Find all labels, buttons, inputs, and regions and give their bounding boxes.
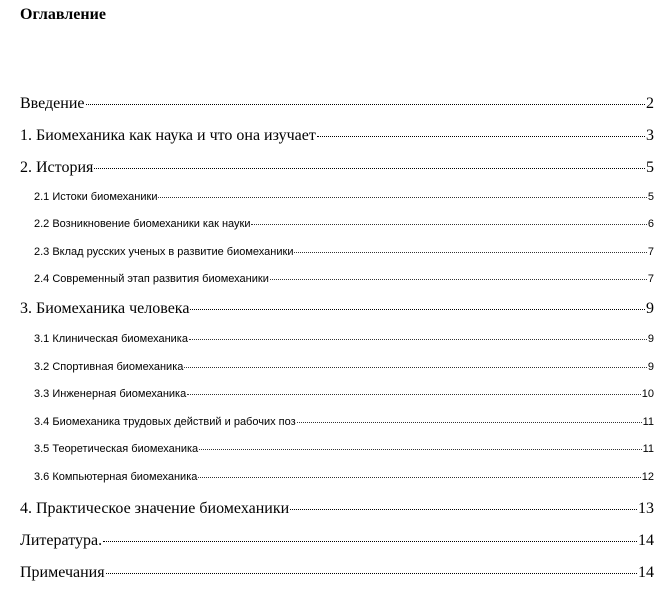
toc-page-number: 5 bbox=[646, 159, 654, 176]
toc-entry-title: 3.4 Биомеханика трудовых действий и рабочих поз bbox=[34, 416, 296, 428]
toc-entry-title: 2.2 Возникновение биомеханики как науки bbox=[34, 218, 251, 230]
toc-entry-title: 3.5 Теоретическая биомеханика bbox=[34, 443, 199, 455]
toc-subentry[interactable] bbox=[34, 359, 654, 375]
toc-subentry[interactable] bbox=[34, 216, 654, 232]
toc-entry-title: 2.1 Истоки биомеханики bbox=[34, 191, 158, 203]
toc-page-number: 14 bbox=[638, 564, 654, 581]
toc-page-number: 9 bbox=[647, 333, 654, 345]
toc-dot-leader bbox=[317, 136, 645, 137]
toc-entry[interactable] bbox=[20, 299, 654, 319]
toc-page-number: 9 bbox=[647, 361, 654, 373]
toc-page-number: 11 bbox=[642, 443, 654, 455]
toc-page-number: 5 bbox=[647, 191, 654, 203]
toc-subentry[interactable] bbox=[34, 189, 654, 205]
toc-dot-leader bbox=[294, 252, 646, 253]
toc-entry-title: Введение bbox=[20, 95, 85, 112]
toc-dot-leader bbox=[158, 197, 646, 198]
page-title: Оглавление bbox=[20, 6, 106, 23]
toc-entry-title: 1. Биомеханика как наука и что она изучает bbox=[20, 127, 316, 144]
toc-page-number: 12 bbox=[641, 471, 654, 483]
toc-page-number: 7 bbox=[647, 246, 654, 258]
toc-dot-leader bbox=[106, 573, 637, 574]
toc-entry[interactable] bbox=[20, 158, 654, 178]
toc-entry-title: 3.1 Клиническая биомеханика bbox=[34, 333, 188, 345]
toc-entry[interactable] bbox=[20, 499, 654, 519]
toc-dot-leader bbox=[198, 477, 640, 478]
toc-entry[interactable] bbox=[20, 531, 654, 551]
toc-dot-leader bbox=[184, 367, 647, 368]
toc-dot-leader bbox=[189, 339, 647, 340]
toc-entry[interactable] bbox=[20, 126, 654, 146]
toc-dot-leader bbox=[103, 541, 637, 542]
toc-subentry[interactable] bbox=[34, 386, 654, 402]
toc-entry-title: Примечания bbox=[20, 564, 105, 581]
toc-dot-leader bbox=[187, 394, 641, 395]
toc-subentry[interactable] bbox=[34, 271, 654, 287]
toc-page-number: 7 bbox=[647, 273, 654, 285]
toc-dot-leader bbox=[270, 279, 647, 280]
toc-page-number: 10 bbox=[641, 388, 654, 400]
toc-entry-title: 3.2 Спортивная биомеханика bbox=[34, 361, 184, 373]
toc-entry-title: 3.3 Инженерная биомеханика bbox=[34, 388, 187, 400]
toc-entry-title: 2.3 Вклад русских ученых в развитие биомеханики bbox=[34, 246, 294, 258]
toc-dot-leader bbox=[94, 168, 645, 169]
toc-dot-leader bbox=[190, 309, 645, 310]
toc-page-number: 9 bbox=[646, 300, 654, 317]
toc-dot-leader bbox=[199, 449, 641, 450]
toc-entry-title: 4. Практическое значение биомеханики bbox=[20, 500, 290, 517]
toc-subentry[interactable] bbox=[34, 469, 654, 485]
toc-dot-leader bbox=[290, 509, 637, 510]
toc-entry[interactable] bbox=[20, 563, 654, 583]
toc-entry-title: 3. Биомеханика человека bbox=[20, 300, 190, 317]
toc-page-number: 13 bbox=[638, 500, 654, 517]
toc-subentry[interactable] bbox=[34, 244, 654, 260]
toc-entry-title: 2.4 Современный этап развития биомеханики bbox=[34, 273, 269, 285]
toc-dot-leader bbox=[297, 422, 642, 423]
toc-page-number: 3 bbox=[646, 127, 654, 144]
toc-subentry[interactable] bbox=[34, 441, 654, 457]
toc-entry-title: 2. История bbox=[20, 159, 94, 176]
toc-entry-title: 3.6 Компьютерная биомеханика bbox=[34, 471, 198, 483]
toc-page-number: 2 bbox=[646, 95, 654, 112]
toc-page-number: 14 bbox=[638, 532, 654, 549]
toc-page-number: 11 bbox=[642, 416, 654, 428]
toc-entry-title: Литература. bbox=[20, 532, 103, 549]
toc-subentry[interactable] bbox=[34, 331, 654, 347]
toc-page-number: 6 bbox=[647, 218, 654, 230]
toc-dot-leader bbox=[251, 224, 646, 225]
toc-dot-leader bbox=[86, 104, 646, 105]
toc-entry[interactable] bbox=[20, 94, 654, 114]
toc-subentry[interactable] bbox=[34, 414, 654, 430]
